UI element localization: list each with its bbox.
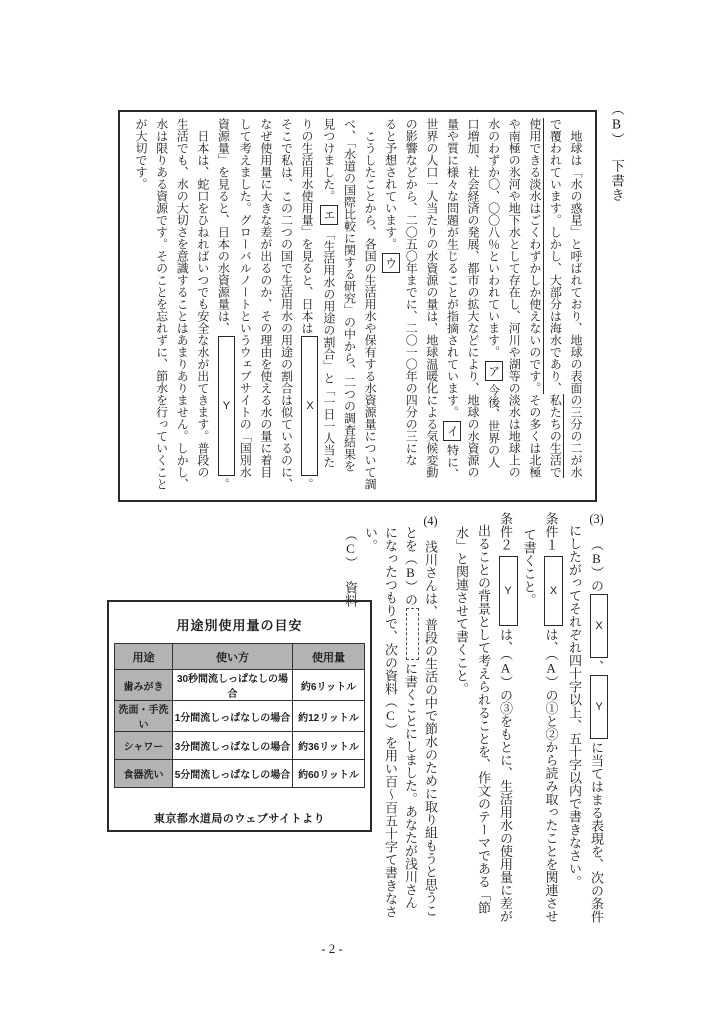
cell-amount: 約36リットル [293, 732, 365, 760]
blank-y-box [218, 336, 235, 476]
draft-text-run: の影響などから、二〇五〇年までに、二〇一〇年の四分の三にな [404, 118, 419, 466]
draft-column [235, 118, 256, 494]
ref-c [383, 695, 398, 736]
condition-2-label: 条件２ [498, 512, 514, 551]
draft-column [462, 118, 483, 494]
draft-column [213, 118, 235, 494]
draft-text-run: 量や質に様々な問題が生じることが指摘されています。 [445, 118, 460, 418]
draft-column [504, 118, 525, 494]
draft-column [359, 118, 380, 494]
question-4-column [380, 514, 400, 938]
draft-text-run: 。 [300, 478, 315, 490]
question-text-run: の [403, 593, 418, 606]
question-text-run: にしたがってそれぞれ四十字以上、五十字以内で書きなさい。 [567, 524, 583, 888]
question-3-column [518, 512, 540, 926]
question-text-run: 出ることの背景として考えられることを、作文のテーマである「節 [476, 524, 492, 914]
draft-text-run: 見つけました。 [321, 118, 336, 202]
draft-text-run: して考えました。グローバルノートというウェブサイトの「国別水 [238, 118, 253, 478]
ref-b-letter: B [589, 551, 605, 566]
choice-mark-e-box: エ [320, 205, 338, 225]
draft-column [151, 118, 172, 494]
question-text-run: に書くことにしました。あなたが浅川さん [403, 662, 418, 909]
paren-open: （ [383, 695, 398, 708]
paren-open: （ [498, 654, 514, 661]
draft-column [276, 118, 297, 494]
cell-how: 30秒間流しっぱなしの場合 [173, 670, 293, 701]
draft-column [545, 118, 566, 494]
question-text-run: て書くこと。 [521, 528, 537, 606]
blank-y-box [590, 675, 608, 739]
paren-close: ） [403, 580, 418, 593]
blank-x-box [590, 594, 608, 658]
section-b-letter: B [609, 116, 624, 133]
question-text-run: とを [403, 526, 418, 552]
draft-text-run: 地球は「水の惑星」と呼ばれており、地球の表面の三分の二が水 [569, 118, 583, 478]
blank-y-label: Y [593, 701, 605, 713]
draft-text-run: その多くは北極 [527, 394, 542, 478]
question-text-run: 浅川さんは、普段の生活の中で節水のために取り組もうと思うこ [423, 540, 438, 917]
cell-amount: 約60リットル [293, 760, 365, 788]
draft-text [129, 118, 586, 494]
draft-text-run: 世界の人口一人当たりの水資源の量は、地球温暖化による気候変動 [424, 118, 439, 478]
question-3-column [472, 512, 494, 926]
condition-2 [494, 512, 517, 926]
cell-amount: 約6リットル [293, 670, 365, 701]
paren-open: （ [343, 528, 358, 541]
draft-text-run: で覆われています。しかし、大部分は海水であり、 [548, 118, 563, 394]
choice-mark-u-box: ウ [382, 253, 400, 273]
paren-open: （ [589, 538, 605, 551]
draft-text-run: 水のわずか〇、〇〇八％といわれています。 [486, 118, 501, 358]
paren-open: （ [609, 102, 624, 117]
condition-1 [540, 512, 563, 926]
blank-x-label: X [593, 620, 605, 632]
usage-table [114, 643, 365, 788]
draft-text-run: なぜ使用量に大きな差が出るのか、その理由を使える水の量に着目 [258, 118, 273, 478]
draft-box [118, 110, 597, 502]
cell-how: 1分間流しっぱなしの場合 [173, 701, 293, 732]
draft-column [380, 118, 401, 494]
blank-x-box [301, 336, 318, 476]
ref-c-letter: C [343, 541, 358, 556]
cell-amount: 約12リットル [293, 701, 365, 732]
draft-column [524, 118, 545, 494]
blank-y-label: Y [220, 400, 233, 412]
header-how: 使い方 [173, 644, 293, 670]
blank-x-label: X [547, 585, 560, 597]
usage-table-header-row [115, 644, 365, 670]
question-text-run: 、 [589, 660, 605, 673]
draft-column [318, 118, 339, 494]
header-amount: 使用量 [293, 644, 365, 670]
question-text-run: の①と②から読み取ったことを関連させ [543, 688, 559, 923]
cell-use: 歯みがき [115, 670, 173, 701]
cell-use: 食器洗い [115, 760, 173, 788]
header-use: 用途 [115, 644, 173, 670]
draft-text-run: 特に、 [445, 444, 460, 480]
draft-text-run: 日本は、蛇口をひねればいつでも安全な水が出てきます。普段の [195, 118, 210, 478]
draft-text-run: 生活でも、水の大切さを意識することはあまりありません。しかし、 [175, 118, 190, 490]
usage-table-title: 用途別使用量の目安 [176, 618, 303, 633]
paren-close: ） [543, 675, 559, 689]
underlined-text: 使用できる淡水はごくわずかしか使えないのです。 [527, 118, 542, 394]
table-row [115, 732, 365, 760]
draft-column [296, 118, 318, 494]
ref-c-letter: C [383, 708, 398, 723]
draft-column [172, 118, 193, 494]
ref-b [403, 552, 418, 593]
question-text-run: になったつもりで、次の資料 [383, 526, 398, 695]
ref-a [498, 654, 513, 689]
ref-a [544, 654, 559, 689]
underlined-text: 私たちの生活で [548, 394, 563, 478]
paren-close: ） [498, 675, 514, 689]
draft-column [483, 118, 504, 494]
cell-how: 3分間流しっぱなしの場合 [173, 732, 293, 760]
draft-text-run: 今後、世界の人 [486, 384, 501, 468]
page-number: - 2 - [321, 941, 343, 956]
draft-text-run: そこで私は、この二つの国で生活用水の用途の割合は似ているのに、 [279, 118, 294, 490]
question-text-run: は、 [543, 628, 559, 654]
draft-column [401, 118, 422, 494]
draft-text-run: や南極の氷河や地下水として存在し、河川や湖等の淡水は地球上の [507, 118, 522, 478]
usage-table-source: 東京都水道局のウェブサイトより [153, 813, 326, 825]
question-3-column [563, 512, 585, 926]
cell-use: シャワー [115, 732, 173, 760]
usage-table-box [107, 600, 372, 832]
draft-text-run: ると予想されています。 [383, 118, 398, 250]
draft-column [339, 118, 360, 494]
blank-x-box [544, 556, 563, 626]
question-text-run: に当てはまる表現を、次の条件 [589, 741, 605, 923]
paren-open: （ [543, 654, 559, 661]
question-text-run: 水」と関連させて書くこと。 [454, 526, 470, 695]
choice-mark-a-box: ア [485, 361, 503, 381]
question-3-column [585, 512, 608, 926]
draft-text-run: 資源量」を見ると、日本の水資源量は、 [216, 118, 231, 334]
ref-b [589, 538, 604, 579]
blank-y-box [499, 556, 518, 626]
draft-text-run: 「生活用水の用途の割合」と「一日一人当た [321, 228, 336, 468]
ref-b-letter: B [403, 565, 418, 580]
draft-text-run: 口増加、社会経済の発展、都市の拡大などにより、地球の水資源の [466, 118, 481, 478]
question-text-run: い。 [363, 526, 378, 552]
paren-close: ） [589, 566, 605, 579]
draft-text-run: りの生活用水使用量」を見ると、日本は [300, 118, 315, 334]
condition-1-label: 条件１ [543, 512, 559, 551]
question-3-number: (3) [589, 512, 604, 525]
draft-column [565, 118, 586, 494]
section-b-title: 下書き [609, 159, 624, 203]
question-text-run: は、 [498, 628, 514, 654]
draft-column [130, 118, 151, 494]
cell-how: 5分間流しっぱなしの場合 [173, 760, 293, 788]
draft-text-run: べ、「水道の国際比較に関する研究」の中から、二つの調査結果を [342, 118, 357, 472]
draft-column [192, 118, 213, 494]
paren-close: ） [383, 723, 398, 736]
paren-close: ） [609, 132, 624, 147]
paren-open: （ [403, 552, 418, 565]
question-3 [450, 512, 608, 926]
section-b-heading [606, 102, 626, 222]
table-row [115, 760, 365, 788]
question-text-run: の③をもとに、生活用水の使用量に差が [498, 688, 514, 923]
question-4-column [400, 514, 420, 938]
ref-a-letter: A [498, 660, 514, 676]
draft-text-run: 。 [216, 478, 231, 490]
paren-close: ） [343, 556, 358, 569]
ref-a-letter: A [543, 660, 559, 676]
question-text-run: を用い百〜百五十字て書きなさ [383, 736, 398, 918]
question-4-column [420, 514, 440, 938]
draft-column [442, 118, 463, 494]
table-row [115, 701, 365, 732]
draft-text-run: こうしたことから、各国の生活用水や保有する水資源量について調 [363, 118, 378, 490]
question-4-number: (4) [423, 514, 438, 527]
table-row [115, 670, 365, 701]
draft-column [255, 118, 276, 494]
draft-text-run: 水は限りある資源です。そのことを忘れずに、節水を行っていくこと [154, 118, 169, 490]
draft-text-run: が大切です。 [134, 118, 149, 190]
section-c-title: 資料 [343, 581, 358, 607]
question-3-column [450, 512, 472, 926]
question-text-run: の [589, 579, 605, 592]
choice-mark-i-box: イ [443, 421, 461, 441]
draft-column [421, 118, 442, 494]
blank-x-label: X [304, 400, 317, 412]
blank-y-label: Y [502, 585, 515, 597]
dashed-blank-box [406, 608, 419, 660]
ref-c [343, 528, 358, 569]
cell-use: 洗面・手洗い [115, 701, 173, 732]
